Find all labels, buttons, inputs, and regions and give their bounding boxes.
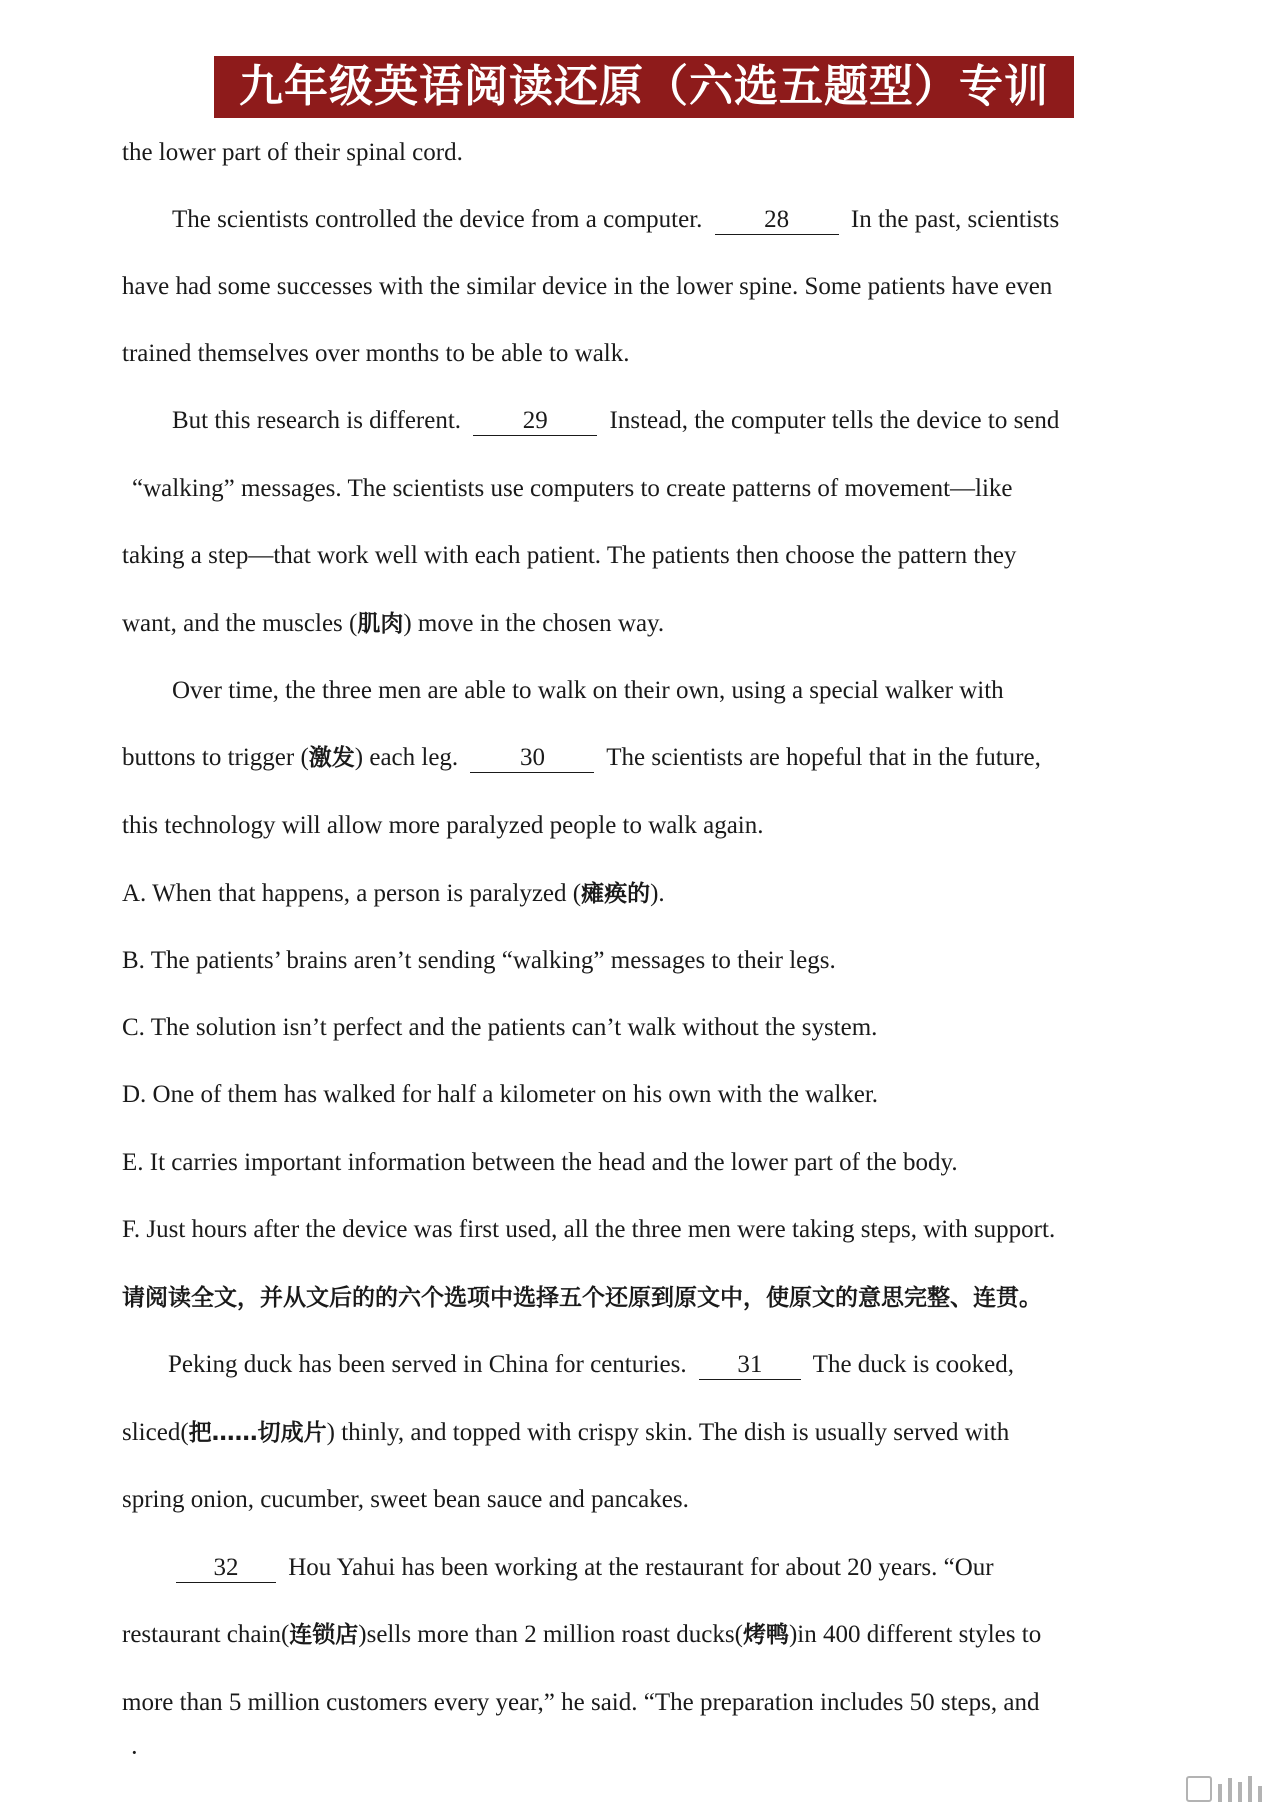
instruction-text: 请阅读全文，并从文后的的六个选项中选择五个还原到原文中，使原文的意思完整、连贯。 [122,1285,1042,1311]
passage-line: “walking” messages. The scientists use computers to create patterns of movement—like [132,475,1013,502]
passage-text: The scientists are hopeful that in the future, [606,744,1041,771]
bullet-dot: · [130,1738,139,1767]
watermark-box-icon [1186,1776,1212,1802]
passage-text: In the past, scientists [850,206,1060,233]
passage-line: taking a step—that work well with each patient. The patients then choose the pattern they [122,542,1017,569]
option-b: B. The patients’ brains aren’t sending “walking” messages to their legs. [122,947,836,974]
passage-text: )in 400 different styles to [788,1621,1042,1648]
watermark-icon [1186,1776,1262,1802]
blank-29: 29 [473,407,597,436]
passage-text: ) thinly, and topped with crispy skin. The dish is usually served with [326,1419,1010,1446]
watermark-bar-icon [1218,1784,1222,1802]
chinese-gloss: 瘫痪的 [581,881,651,907]
passage-line: spring onion, cucumber, sweet bean sauce and pancakes. [122,1486,689,1513]
passage-text: ) move in the chosen way. [403,610,665,637]
watermark-bar-icon [1258,1786,1262,1802]
passage-text: Hou Yahui has been working at the restaurant for about 20 years. “Our [288,1554,994,1581]
passage-line: this technology will allow more paralyzed people to walk again. [122,812,764,839]
passage-line: the lower part of their spinal cord. [122,139,463,166]
passage-text: buttons to trigger ( [122,744,309,771]
chinese-gloss: 把……切成片 [188,1420,327,1446]
watermark-bar-icon [1248,1776,1252,1802]
option-e: E. It carries important information between the head and the lower part of the body. [122,1149,958,1176]
blank-31: 31 [699,1351,801,1380]
passage-text: Peking duck has been served in China for centuries. [168,1351,687,1378]
option-d: D. One of them has walked for half a kilometer on his own with the walker. [122,1081,879,1108]
passage-line [172,404,1059,438]
blank-28: 28 [715,206,839,235]
passage-line [122,1618,1041,1652]
passage-line: trained themselves over months to be able to walk. [122,340,630,367]
watermark-bar-icon [1238,1782,1242,1802]
passage-line [168,1348,1014,1382]
passage-text: The scientists controlled the device from a computer. [172,206,703,233]
passage-text: )sells more than 2 million roast ducks( [358,1621,743,1648]
blank-32: 32 [176,1554,276,1583]
passage-text: sliced( [122,1419,189,1446]
passage-text: Instead, the computer tells the device to send [609,407,1060,434]
passage-line [176,1551,994,1585]
passage-line: have had some successes with the similar device in the lower spine. Some patients have even [122,273,1053,300]
chinese-gloss: 肌肉 [357,611,404,637]
option-text: ). [650,880,665,907]
passage-text: The duck is cooked, [812,1351,1015,1378]
passage-line [172,203,1059,237]
passage-text: ) each leg. [354,744,459,771]
passage-text: want, and the muscles ( [122,610,358,637]
passage-line [122,741,1041,775]
passage-line [122,607,664,641]
watermark-bar-icon [1228,1778,1232,1802]
passage-text: restaurant chain( [122,1621,290,1648]
option-f: F. Just hours after the device was first used, all the three men were taking steps, with support. [122,1216,1056,1243]
chinese-gloss: 连锁店 [289,1622,359,1648]
passage-text: But this research is different. [172,407,462,434]
chinese-gloss: 激发 [308,745,355,771]
passage-line: Over time, the three men are able to walk on their own, using a special walker with [172,677,1004,704]
page-title: 九年级英语阅读还原（六选五题型）专训 [214,56,1074,118]
option-c: C. The solution isn’t perfect and the patients can’t walk without the system. [122,1014,878,1041]
passage-line: more than 5 million customers every year,” he said. “The preparation includes 50 steps, and [122,1689,1040,1716]
option-text: A. When that happens, a person is paralyzed ( [122,880,582,907]
option-a [122,877,665,911]
blank-30: 30 [470,744,594,773]
chinese-gloss: 烤鸭 [742,1622,789,1648]
passage-line [122,1416,1009,1450]
